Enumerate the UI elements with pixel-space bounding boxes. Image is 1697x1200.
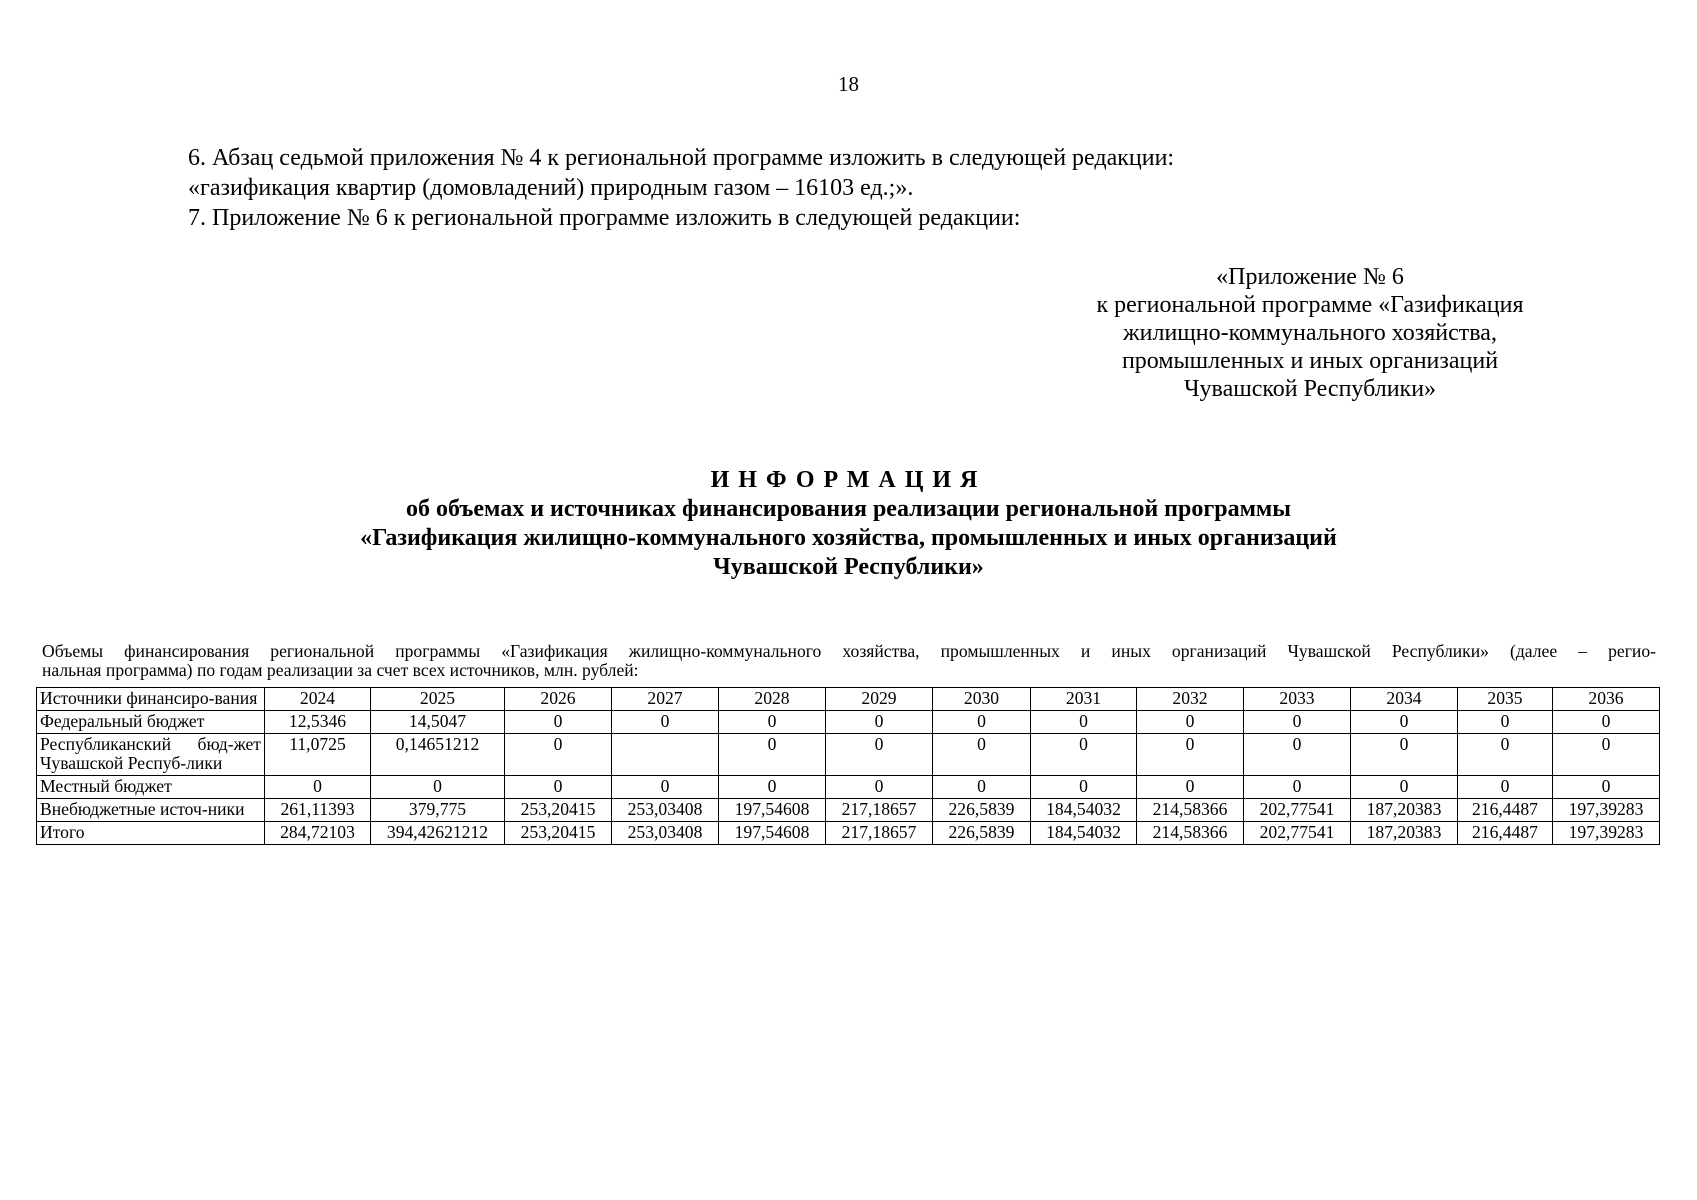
cell-value: 0	[1553, 734, 1660, 776]
cell-value: 202,77541	[1244, 822, 1351, 845]
header-year: 2027	[612, 688, 719, 711]
cell-value: 216,4487	[1458, 822, 1553, 845]
paragraph-6: 6. Абзац седьмой приложения № 4 к региональной программе изложить в следующей редакции:	[188, 145, 1175, 171]
cell-value: 187,20383	[1351, 822, 1458, 845]
header-year: 2026	[505, 688, 612, 711]
cell-value: 253,20415	[505, 822, 612, 845]
table-row-extrabudgetary	[37, 799, 1660, 822]
cell-value: 253,03408	[612, 799, 719, 822]
header-year: 2029	[826, 688, 933, 711]
financing-table-wrapper	[36, 687, 1660, 845]
cell-value: 184,54032	[1031, 822, 1137, 845]
cell-value: 197,54608	[719, 799, 826, 822]
cell-value: 0	[1031, 734, 1137, 776]
row-source: Республиканский бюд-жет Чувашской Респуб-лики	[37, 734, 265, 776]
cell-value: 0	[1351, 711, 1458, 734]
cell-value: 261,11393	[265, 799, 371, 822]
cell-value: 217,18657	[826, 799, 933, 822]
table-header-row	[37, 688, 1660, 711]
cell-value: 14,5047	[371, 711, 505, 734]
cell-value: 197,39283	[1553, 822, 1660, 845]
paragraph-7: 7. Приложение № 6 к региональной программе изложить в следующей редакции:	[188, 205, 1021, 231]
financing-table	[36, 687, 1660, 845]
cell-value: 226,5839	[933, 799, 1031, 822]
cell-value: 379,775	[371, 799, 505, 822]
cell-value: 394,42621212	[371, 822, 505, 845]
cell-value: 0	[1351, 734, 1458, 776]
cell-value: 0,14651212	[371, 734, 505, 776]
cell-value: 0	[371, 776, 505, 799]
amendment-paragraphs	[188, 143, 1588, 233]
cell-value: 0	[826, 776, 933, 799]
table-row-total	[37, 822, 1660, 845]
cell-value: 0	[719, 776, 826, 799]
cell-value: 0	[1137, 711, 1244, 734]
cell-value: 0	[933, 734, 1031, 776]
cell-value: 184,54032	[1031, 799, 1137, 822]
cell-value: 217,18657	[826, 822, 933, 845]
header-year: 2035	[1458, 688, 1553, 711]
cell-value: 0	[1031, 776, 1137, 799]
appendix-line: жилищно-коммунального хозяйства,	[1123, 320, 1497, 346]
cell-value: 0	[719, 711, 826, 734]
table-row-republican	[37, 734, 1660, 776]
header-year: 2030	[933, 688, 1031, 711]
cell-value: 197,54608	[719, 822, 826, 845]
header-year: 2032	[1137, 688, 1244, 711]
document-title	[0, 466, 1697, 582]
cell-value	[612, 734, 719, 776]
cell-value: 0	[1351, 776, 1458, 799]
cell-value: 0	[1458, 711, 1553, 734]
cell-value: 0	[1458, 734, 1553, 776]
table-intro-line: Объемы финансирования региональной программы «Газификация жилищно-коммунального хозяйства, промышленных и иных организаций Чувашской Республики» (далее – регио-	[42, 641, 1656, 661]
cell-value: 0	[1137, 776, 1244, 799]
paragraph-6-quote: «газификация квартир (домовладений) природным газом – 16103 ед.;».	[188, 175, 914, 201]
cell-value: 0	[505, 734, 612, 776]
title-line: Чувашской Республики»	[713, 554, 984, 580]
cell-value: 0	[505, 711, 612, 734]
cell-value: 187,20383	[1351, 799, 1458, 822]
cell-value: 0	[1553, 776, 1660, 799]
cell-value: 0	[1244, 776, 1351, 799]
header-year: 2033	[1244, 688, 1351, 711]
header-year: 2024	[265, 688, 371, 711]
cell-value: 226,5839	[933, 822, 1031, 845]
row-source: Местный бюджет	[37, 776, 265, 799]
header-year: 2036	[1553, 688, 1660, 711]
table-intro	[42, 642, 1656, 680]
cell-value: 0	[1137, 734, 1244, 776]
cell-value: 0	[612, 711, 719, 734]
cell-value: 216,4487	[1458, 799, 1553, 822]
cell-value: 253,03408	[612, 822, 719, 845]
appendix-line: Чувашской Республики»	[1183, 376, 1437, 402]
appendix-line: «Приложение № 6	[1216, 264, 1404, 290]
appendix-line: промышленных и иных организаций	[1121, 348, 1499, 374]
table-row-local	[37, 776, 1660, 799]
row-source: Федеральный бюджет	[37, 711, 265, 734]
cell-value: 202,77541	[1244, 799, 1351, 822]
row-source: Итого	[37, 822, 265, 845]
cell-value: 0	[1553, 711, 1660, 734]
cell-value: 0	[1031, 711, 1137, 734]
header-year: 2025	[371, 688, 505, 711]
cell-value: 253,20415	[505, 799, 612, 822]
cell-value: 0	[1244, 734, 1351, 776]
cell-value: 0	[612, 776, 719, 799]
cell-value: 0	[719, 734, 826, 776]
header-sources: Источники финансиро-вания	[37, 688, 265, 711]
cell-value: 284,72103	[265, 822, 371, 845]
header-year: 2031	[1031, 688, 1137, 711]
title-line: «Газификация жилищно-коммунального хозяйства, промышленных и иных организаций	[360, 525, 1337, 551]
header-year: 2034	[1351, 688, 1458, 711]
cell-value: 214,58366	[1137, 822, 1244, 845]
cell-value: 0	[826, 734, 933, 776]
row-source: Внебюджетные источ-ники	[37, 799, 265, 822]
header-year: 2028	[719, 688, 826, 711]
cell-value: 0	[1244, 711, 1351, 734]
cell-value: 11,0725	[265, 734, 371, 776]
cell-value: 214,58366	[1137, 799, 1244, 822]
table-intro-line: нальная программа) по годам реализации за счет всех источников, млн. рублей:	[42, 660, 639, 680]
cell-value: 0	[826, 711, 933, 734]
title-line: об объемах и источниках финансирования реализации региональной программы	[405, 496, 1292, 522]
table-row-federal	[37, 711, 1660, 734]
page-number: 18	[838, 72, 859, 96]
cell-value: 12,5346	[265, 711, 371, 734]
cell-value: 0	[265, 776, 371, 799]
cell-value: 0	[933, 711, 1031, 734]
cell-value: 0	[505, 776, 612, 799]
title-heading: ИНФОРМАЦИЯ	[710, 467, 987, 493]
appendix-line: к региональной программе «Газификация	[1096, 292, 1524, 318]
appendix-heading	[1080, 263, 1540, 403]
cell-value: 0	[1458, 776, 1553, 799]
cell-value: 197,39283	[1553, 799, 1660, 822]
cell-value: 0	[933, 776, 1031, 799]
